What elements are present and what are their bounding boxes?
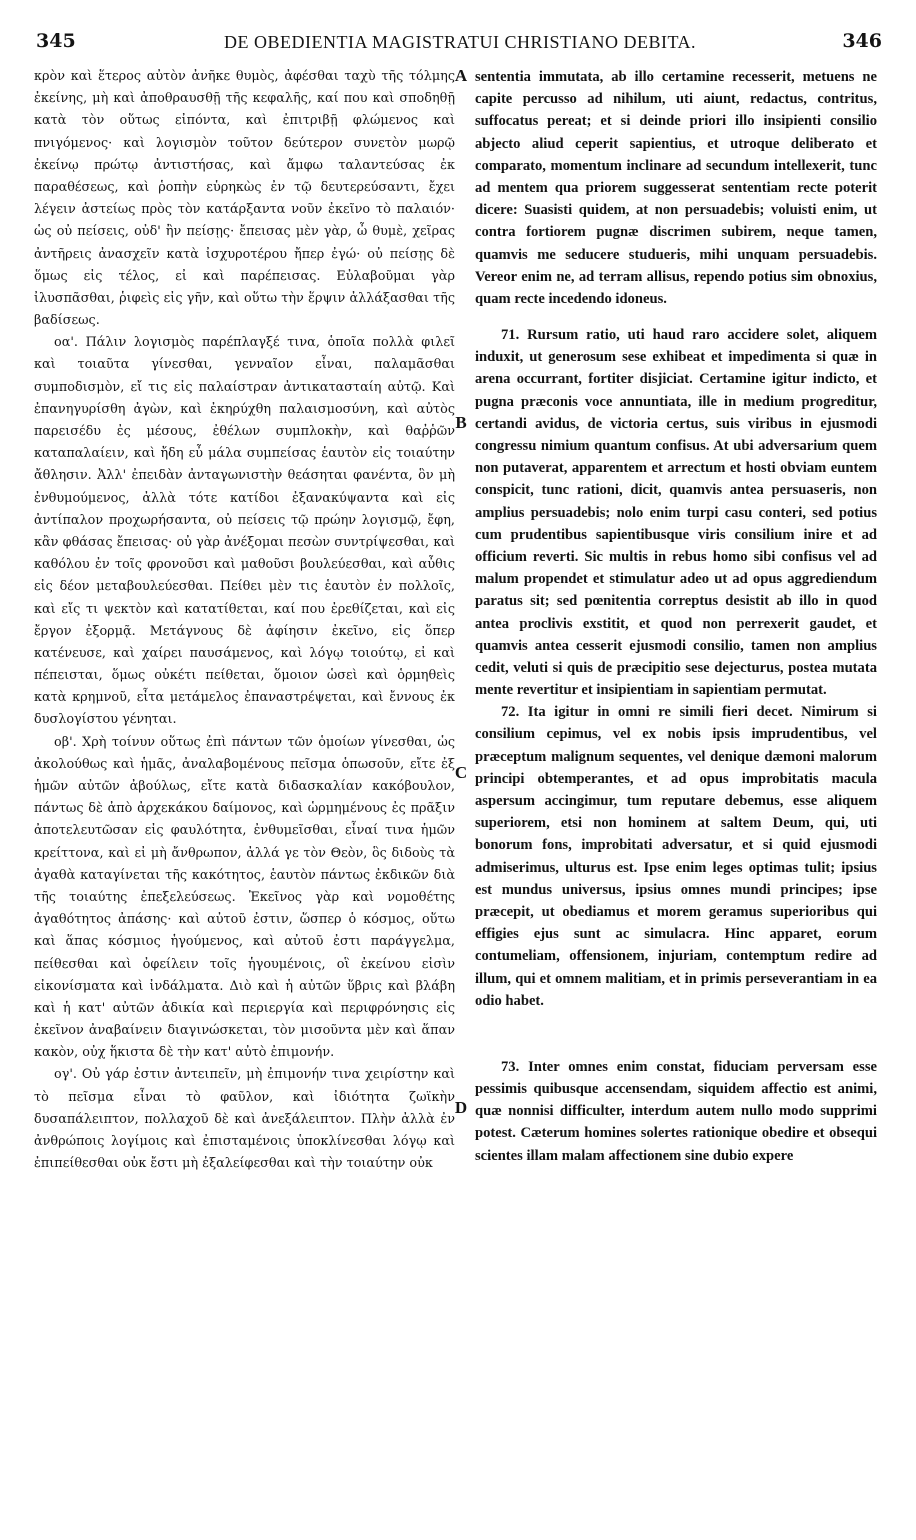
latin-paragraph-72: 72. Ita igitur in omni re simili fieri decet. Nimirum si consilium cepimus, vel ex nobis ipsis imprudentibus, vel præceptum malignum sequentes, vel denique dæmoni malorum principi obtemperantes, et ad opus improbitatis macula aspersum accingimur, tum reputare debemus, esse aliquem superiorem, etsi non hominem at saltem Deum, qui, uti bonorum fons, improbitati adversatur, et si quid ejusmodi admiserimus, ulturus est. Ipse enim leges optimas tulit; ipsius est mundus universus, ipsius omnes mundi principes; ipse præcepit, ut obediamus et morem geramus superioribus qui effigies ejus sunt ac simulacra. Hinc apparet, eorum contumeliam, offensionem, injuriam, contemptum redire ad illum, qui et omnem malitiam, et in primis perseverantiam in ea odio habet. — [475, 704, 877, 1009]
greek-paragraph-70-end: κρὸν καὶ ἕτερος αὐτὸν ἀνῆκε θυμὸς, ἀφέσθαι ταχὺ τῆς τόλμης ἐκείνης, μὴ καὶ ἀποθραυσθῇ τῆς κεφαλῆς, καί που καὶ σποδηθῇ κατὰ τὸν οὕτως εἰπόντα, καὶ ἐπιτριβῇ φλώμενος καὶ πνιγόμενος· καὶ λογισμὸν τοῦτον δεύτερον συνετὸν μωρῷ ἐκείνῳ πρώτῳ ἀντιστήσας, καὶ ἄμφω ταλαντεύσας ἐκ παραθέσεως, καὶ ῥοπὴν εὑρηκὼς ἐν τῷ δευτερεύσαντι, ἔχει λέγειν ἀστείως πρὸς τὸν κατάρξαντα νοῦν ἐκεῖνο τὸ παλαιόν· ὡς οὐ πείσεις, οὐδ' ἢν πείσῃς· ἔπεισας μὲν γὰρ, ὦ θυμὲ, χεῖρας ἀντῆρεις ἀνασχεῖν κατὰ ἰσχυροτέρου ἤπερ ἐγώ· οὐ πείσῃς δὲ ὅμως εἰς τέλος, εἰ καὶ παρέπεισας. Εὐλαβοῦμαι γὰρ ἰλυσπᾶσθαι, ῥιφεὶς εἰς γῆν, καὶ οὕτω τὴν ἕρψιν ἀλλάξασθαι τῆς βαδίσεως. — [34, 69, 455, 329]
latin-paragraph-73: 73. Inter omnes enim constat, fiduciam perversam esse pessimis quibusque accensendam, siquidem affectio est animi, quæ nonnisi difficulter, interdum autem nullo modo supprimi potest. Cæterum homines solertes rationique obedire et obsequi scientes illam malam affectionem sine dubio expere — [475, 1058, 877, 1164]
margin-marker-a: A — [454, 66, 468, 85]
latin-column — [475, 66, 877, 1167]
margin-marker-b: B — [455, 413, 467, 432]
margin-marker-c: C — [454, 763, 468, 782]
page-header — [0, 30, 916, 60]
right-page-number: 346 — [842, 30, 882, 52]
greek-column — [34, 66, 455, 1175]
latin-paragraph-70-end: sententia immutata, ab illo certamine recesserit, metuens ne capite percusso ad nihilum, uti aiunt, redactus, contritus, suffocatus pereat; et si deinde priori illo insipienti consilio abjecto aliud ceperit sapientius, et utroque deliberato et comparato, momentum inclinare ad secundum intellexerit, tunc ad mentem qua priorem suggesserat sententiam recte poterit dicere: Suasisti quidem, at non persuadebis; voluisti enim, ut contra fortiorem pugnæ discrimen subirem, neque tamen, quamvis me seducere studueris, mihi unquam persuadebis. Vereor enim ne, ad terram allisus, rependo potius sim obnoxius, quam recte incedendo idoneus. — [475, 69, 877, 307]
greek-paragraph-71: οα'. Πάλιν λογισμὸς παρέπλαγξέ τινα, ὁποῖα πολλὰ φιλεῖ καὶ τοιαῦτα γίνεσθαι, γενναῖον εἶναι, παλαμᾶσθαι συμποδισμὸν, εἴ τις εἰς παλαίστραν ἀντικατασταίη αὐτῷ. Καὶ ἐπανηγυρίσθη ἀγὼν, καὶ ἐκηρύχθη παλαισμοσύνη, καὶ αὐτὸς παρεισέδυ ἐς μέσους, ἐθέλων συμπλοκὴν, καὶ θαῤῥῶν καταπαλαίειν, καὶ ἤδη εὖ μάλα συμπείσας ἑαυτὸν εἰς τοιαύτην ἄθλησιν. Ἀλλ' ἐπειδὰν ἀνταγωνιστὴν θεάσηται φανέντα, ὃν μὴ ἐνθυμούμενος, ἀλλὰ τότε κατίδοι ἐξανακύψαντα καὶ εἰς ἀντίπαλον προχωρήσαντα, οὐ πείσεις τῷ πρώην λογισμῷ, ἔφη, κἂν φθάσας ἔπεισας· οὐ γὰρ ἀνέξομαι πεσὼν συντρίψεσθαι, καὶ καθόλου ἐν τοῖς φρονοῦσι καὶ μαθοῦσι βουλεύεσθαι, καὶ αὖθις εἰς δέον μεταβουλεύεσθαι. Πείθει μὲν τις ἑαυτὸν ἐν πολλοῖς, καὶ εἴς τι ψεκτὸν καὶ κατατίθεται, καί που ἐρεθίζεται, καὶ εἰς ἔργον ἐξορμᾷ. Μετάγνους δὲ ἀφίησιν ἐκεῖνο, εἰς ὅπερ κατένευσε, καὶ χαίρει παυσάμενος, καὶ λόγῳ τοιούτῳ, εἰ καὶ πέπεισται, ὅμως οὐκέτι πείθεται, ὅμοιον ὡσεὶ καὶ ὁρμηθεὶς κατὰ κρημνοῦ, εἶτα μετάμελος ἐπαναστρέψεται, καὶ ἔννους ἐκ δυσλογίστου γένηται. — [34, 335, 455, 728]
running-title: DE OBEDIENTIA MAGISTRATUI CHRISTIANO DEBITA. — [223, 32, 697, 52]
greek-paragraph-72: οβ'. Χρὴ τοίνυν οὕτως ἐπὶ πάντων τῶν ὁμοίων γίνεσθαι, ὡς ἀκολούθως καὶ ἡμᾶς, ἀναλαβομένους πεῖσμα ὁπωσοῦν, εἴτε ἐξ ἡμῶν αὐτῶν ἀβούλως, εἴτε κατὰ διδασκαλίαν κακόβουλον, πάντως δὲ ἀπὸ ἀρχεκάκου δαίμονος, καὶ ὡρμημένους ἐς πρᾶξιν ἀποτελευτῶσαν εἰς φαυλότητα, ἐνθυμεῖσθαι, εἶναί τινα ἡμῶν κρείττονα, καὶ εἰ μὴ ἄνθρωπον, ἀλλά γε τὸν Θεὸν, ὃς διδοὺς τὰ ἀγαθὰ καταγίνεται τῆς κακότητος, ἑαυτὸν πάντως ἐκδικῶν διὰ τῆς τοιαύτης ἐπεξελεύσεως. Ἐκεῖνος γὰρ καὶ νομοθέτης ἀγαθότητος ἀπάσης· καὶ αὐτοῦ ἐστιν, ὥσπερ ὁ κόσμος, οὕτω καὶ ἅπας κόσμιος ἡγούμενος, καὶ αὐτοῦ ἐστι παράγγελμα, πείθεσθαι καὶ ὀφείλειν τοῖς ἡγουμένοις, οἳ ἐκείνου εἰσὶν εἰκονίσματα καὶ ἰνδάλματα. Διὸ καὶ ἡ αὐτῶν ὕβρις καὶ βλάβη καὶ ἡ κατ' αὐτῶν ἀδικία καὶ περιεργία καὶ περιφρόνησις εἰς ἐκεῖνον ἀναβαίνειν διαγινώσκεται, τὸν μισοῦντα μὲν καὶ ἅπαν κακὸν, οὐχ ἥκιστα δὲ τὴν κατ' αὐτὸ ἐπιμονήν. — [34, 734, 455, 1061]
greek-paragraph-73: ογ'. Οὐ γάρ ἐστιν ἀντειπεῖν, μὴ ἐπιμονήν τινα χειρίστην καὶ τὸ πεῖσμα εἶναι τὸ φαῦλον, καὶ ἰδιότητα ζωϊκὴν δυσαπάλειπτον, πολλαχοῦ δὲ καὶ ἀνεξάλειπτον. Πλὴν ἀλλὰ ἐν ἀνθρώποις λογίμοις καὶ ἐπισταμένοις ὑποκλίνεσθαι λόγῳ καὶ ἐπιπείθεσθαι οὐκ ἔστι μὴ ἐξαλείφεσθαι καὶ τὴν τοιαύτην οὐκ — [34, 1067, 455, 1172]
margin-marker-d: D — [454, 1098, 468, 1117]
left-page-number: 345 — [36, 30, 76, 52]
latin-paragraph-71: 71. Rursum ratio, uti haud raro accidere solet, aliquem induxit, ut generosum sese exhibeat et impedimenta si quæ in arena occurrant, fortiter disjiciat. Certamine igitur indicto, et pugna præconis voce annuntiata, ille in medium progreditur, certandi avidus, de victoria certus, suis viribus in ejusmodi congressu nimium quantum confisus. At ubi adversarium quem non putaverat, apparentem et arrectum et hosti obviam euntem conspicit, tunc rationi, dicit, quamvis antea persuaseris, non amplius persuadebis; nolo enim turpi casu conteri, sed potius cum prudentibus sapientibusque viris consilium inire et ad officium reverti. Sic multis in rebus homo sibi confisus vel ad malum propendet et stimulatur adeo ut ad opus aggrediendum paratus sit; sed pœnitentia correptus desistit ab illo in quod antea proclivis exstitit, et quod non perrexerit gaudet, et quamvis antea cesserit ejusmodi consilio, tamen non amplius cedit, veluti si quis de præcipitio sese dejecturus, postea mutata mente revertitur et insipientiam in sapientiam permutat. — [475, 327, 877, 699]
